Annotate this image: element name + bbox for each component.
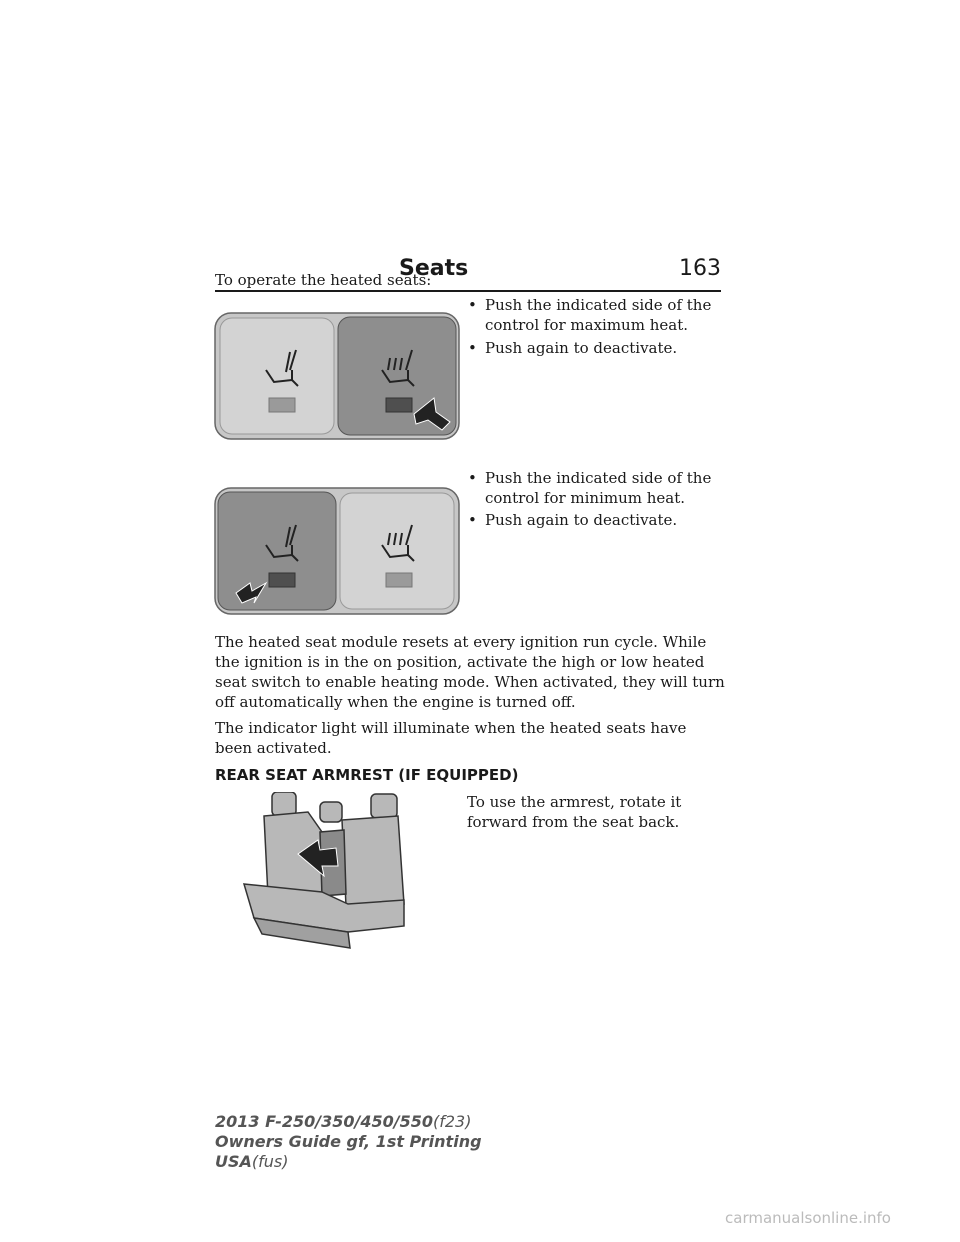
paragraph-reset: The heated seat module resets at every ignition run cycle. While the ignition is in the on position, activate the high or low heated seat switch to enable heating mode. When activated, they will turn off automatically when the engine is turned off. xyxy=(215,633,725,711)
min-heat-switch-illustration xyxy=(214,487,460,615)
min-heat-bullet-1: • Push the indicated side of the control for minimum heat. xyxy=(468,469,712,507)
max-heat-bullet-2: • Push again to deactivate. xyxy=(468,339,678,357)
section-title: Seats xyxy=(399,256,469,281)
max-heat-switch-illustration xyxy=(214,312,460,440)
watermark: carmanualsonline.info xyxy=(725,1209,891,1227)
min-heat-bullet-2: • Push again to deactivate. xyxy=(468,511,678,529)
paragraph-indicator: The indicator light will illuminate when the heated seats have been activated. xyxy=(215,719,687,757)
armrest-text: To use the armrest, rotate it forward from the seat back. xyxy=(467,793,682,831)
page-number: 163 xyxy=(679,256,721,281)
document-footer: 2013 F-250/350/450/550(f23) Owners Guide gf, 1st Printing USA(fus) xyxy=(215,1112,482,1171)
intro-text: To operate the heated seats: xyxy=(215,271,432,289)
armrest-heading: REAR SEAT ARMREST (IF EQUIPPED) xyxy=(215,766,519,784)
rear-seat-armrest-illustration xyxy=(238,792,408,952)
max-heat-bullet-1: • Push the indicated side of the control for maximum heat. xyxy=(468,296,712,334)
